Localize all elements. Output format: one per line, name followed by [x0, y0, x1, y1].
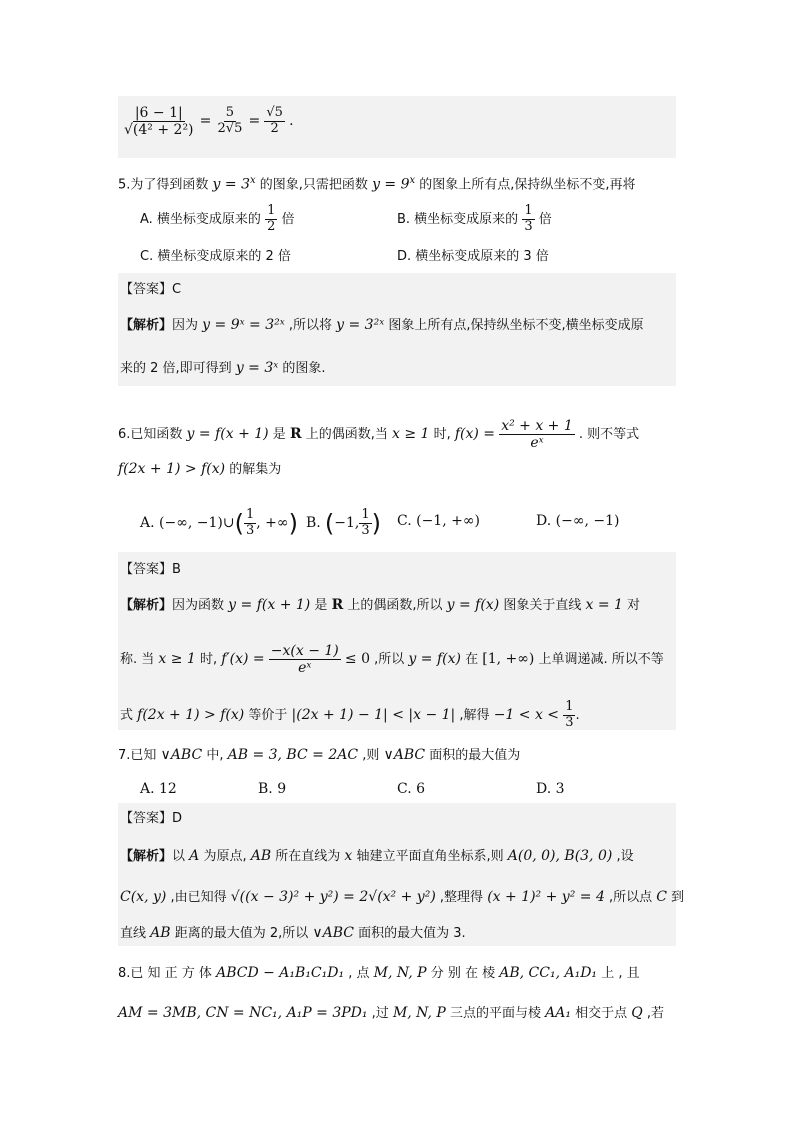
- explanation-formula: f(2x + 1) > f(x): [137, 706, 245, 723]
- q5-option-b: [397, 204, 552, 235]
- q8-formula: AB, CC₁, A₁D₁: [499, 965, 598, 981]
- explanation-formula: [1, +∞): [482, 651, 535, 668]
- q6-stem-line2: [118, 462, 281, 476]
- paren-open: (: [234, 509, 244, 538]
- explanation-text: 因为函数: [172, 598, 225, 613]
- fraction-denominator: 3: [524, 218, 533, 234]
- option-tail: 倍: [281, 211, 295, 227]
- q6-formula: f(x) =: [454, 426, 496, 443]
- explanation-formula: A: [189, 848, 200, 864]
- explanation-formula: ≤ 0: [344, 651, 370, 668]
- explanation-text: 面积的最大值为 3.: [358, 926, 466, 941]
- fraction-numerator: 1: [361, 507, 370, 522]
- explanation-text: 上单调递减. 所以不等: [538, 652, 664, 668]
- explanation-text: 来的 2 倍,即可得到: [120, 361, 232, 376]
- explanation-formula: x: [344, 848, 353, 864]
- q5-text: 的图象,只需把函数: [259, 177, 368, 193]
- q5-formula: y = 9: [372, 176, 410, 193]
- top-denominator: √(4² + 2²): [124, 122, 194, 139]
- fraction-numerator: √5: [266, 105, 283, 121]
- equals-sign: =: [248, 113, 261, 130]
- explanation-tag: 【解析】: [120, 318, 173, 333]
- explanation-text: 图象关于直线: [503, 598, 582, 613]
- explanation-tag: 【解析】: [120, 849, 173, 864]
- top-expression: [122, 105, 294, 138]
- q6-text: . 则不等式: [578, 427, 640, 443]
- q8-text: , 点: [348, 966, 370, 981]
- q5-text: 5.为了得到函数: [118, 177, 209, 193]
- q8-formula: AM = 3MB, CN = NC₁, A₁P = 3PD₁: [118, 1005, 368, 1021]
- explanation-formula: y = f(x): [408, 651, 461, 668]
- q6-formula: x ≥ 1: [392, 426, 430, 443]
- explanation-formula: A(0, 0), B(3, 0): [507, 848, 613, 864]
- option-label: B. 横坐标变成原来的: [397, 211, 519, 227]
- q7-text: 面积的最大值为: [429, 748, 521, 763]
- q6-explanation-line3: [120, 700, 580, 731]
- explanation-text: 称. 当: [120, 652, 155, 668]
- q6-answer: 【答案】B: [120, 562, 181, 577]
- q8-text: 相交于点: [575, 1006, 628, 1021]
- explanation-text: 在: [465, 652, 479, 668]
- q8-text: 分 别 在 棱: [430, 966, 496, 981]
- q7-answer-band: [118, 803, 676, 946]
- option-b-label: B.: [306, 514, 321, 531]
- option-label: A. 横坐标变成原来的: [140, 211, 261, 227]
- q6-formula: y = f(x + 1): [186, 426, 269, 443]
- fraction-numerator: 1: [245, 507, 255, 522]
- explanation-formula: y = f(x): [446, 597, 500, 613]
- q7-answer: 【答案】D: [120, 811, 183, 826]
- q5-explanation-line2: [120, 361, 326, 375]
- exponent: x: [409, 175, 416, 186]
- q6-text: 上的偶函数,当: [305, 427, 388, 443]
- q5-stem: [118, 176, 636, 191]
- q6-option-a: [140, 508, 298, 539]
- explanation-text: 为原点,: [203, 849, 247, 864]
- fraction-numerator: x² + x + 1: [501, 418, 573, 434]
- explanation-text: 因为: [172, 318, 199, 333]
- explanation-text: ,所以: [374, 652, 405, 668]
- exponent: x: [250, 175, 256, 186]
- q6-explanation-line2: [120, 643, 664, 676]
- q6-explanation-line1: [120, 598, 640, 612]
- explanation-formula: x = 1: [585, 597, 623, 613]
- explanation-formula: ∨ABC: [312, 925, 355, 941]
- explanation-formula: −1 < x <: [493, 706, 560, 723]
- q8-formula: M, N, P: [392, 1005, 446, 1021]
- explanation-text: 轴建立平面直角坐标系,则: [356, 849, 504, 864]
- explanation-tag: 【解析】: [120, 598, 173, 613]
- q7-option-c: C. 6: [397, 781, 426, 797]
- q6-formula: f(2x + 1) > f(x): [118, 461, 226, 477]
- fraction-denominator: 2: [267, 218, 276, 234]
- q7-stem: [118, 748, 520, 762]
- explanation-text: 式: [120, 707, 134, 723]
- fraction-denominator: eˣ: [298, 660, 312, 677]
- fraction-denominator: 3: [245, 522, 255, 538]
- q8-text: ,若: [646, 1006, 665, 1021]
- q5-option-d: D. 横坐标变成原来的 3 倍: [397, 249, 549, 264]
- paren-open: (: [324, 509, 335, 538]
- q5-answer: 【答案】C: [120, 282, 182, 297]
- q6-option-d: D. (−∞, −1): [536, 513, 620, 529]
- real-numbers-symbol: R: [331, 597, 344, 613]
- option-tail: 倍: [538, 211, 552, 227]
- q8-text: 8.已 知 正 方 体: [118, 966, 212, 981]
- q8-text: ,过: [371, 1006, 389, 1021]
- fraction-numerator: 1: [565, 699, 574, 714]
- q5-formula: y = 3: [212, 176, 250, 193]
- q8-formula: ABCD − A₁B₁C₁D₁: [216, 965, 345, 981]
- q8-stem-line1: [118, 966, 640, 980]
- explanation-text: ,由已知得: [170, 890, 227, 905]
- q5-option-a: [140, 204, 295, 235]
- q7-option-d: D. 3: [536, 781, 565, 797]
- q7-explanation-line1: [120, 849, 634, 863]
- explanation-text: 距离的最大值为 2,所以: [174, 926, 309, 941]
- q6-text: 的解集为: [229, 462, 282, 477]
- fraction-denominator: 2: [270, 121, 279, 137]
- q7-text: ,则: [362, 748, 380, 763]
- explanation-formula: C(x, y): [120, 889, 167, 905]
- explanation-formula: √((x − 3)² + y²) = 2√(x² + y²): [230, 889, 436, 905]
- explanation-text: 的图象.: [282, 361, 326, 376]
- explanation-formula: f′(x) =: [221, 651, 265, 668]
- explanation-text: ,解得: [459, 707, 490, 723]
- option-a-text: A. (−∞, −1)∪: [140, 514, 235, 531]
- q6-stem-line1: [118, 418, 639, 451]
- fraction-denominator: 2√5: [217, 121, 243, 137]
- explanation-formula: x ≥ 1: [158, 651, 196, 668]
- explanation-formula: |(2x + 1) − 1| < |x − 1|: [291, 706, 456, 723]
- q6-text: 是: [272, 427, 286, 443]
- fraction-numerator: −x(x − 1): [270, 643, 339, 659]
- explanation-formula: y = f(x + 1): [228, 597, 311, 613]
- explanation-text: 等价于: [248, 707, 288, 723]
- explanation-text: 直线: [120, 926, 147, 941]
- explanation-text: ,整理得: [439, 890, 484, 905]
- q8-formula: M, N, P: [373, 965, 427, 981]
- q7-text: 中,: [206, 748, 224, 763]
- fraction-numerator: 1: [524, 203, 533, 218]
- period: .: [289, 113, 294, 130]
- explanation-text: 上的偶函数,所以: [347, 598, 443, 613]
- fraction-numerator: 1: [267, 203, 276, 218]
- explanation-text: 时,: [199, 652, 218, 668]
- explanation-formula: y = 3²ˣ: [336, 317, 385, 333]
- q6-option-b: [306, 508, 381, 539]
- q8-formula: Q: [631, 1005, 643, 1021]
- q8-formula: AA₁: [545, 1005, 571, 1021]
- fraction-denominator: eˣ: [530, 435, 544, 452]
- q7-text: 7.已知: [118, 748, 157, 763]
- explanation-text: ,所以点: [609, 890, 653, 905]
- explanation-formula: y = 9ˣ = 3²ˣ: [202, 317, 285, 333]
- top-numerator: |6 − 1|: [134, 105, 183, 121]
- explanation-formula: AB: [250, 848, 272, 864]
- q5-text: 的图象上所有点,保持纵坐标不变,再将: [419, 177, 636, 193]
- explanation-formula: (x + 1)² + y² = 4: [487, 889, 605, 905]
- q7-explanation-line2: [120, 890, 684, 904]
- equals-sign: =: [199, 113, 212, 130]
- q5-explanation-line1: [120, 318, 644, 332]
- fraction-numerator: 5: [225, 105, 235, 121]
- q5-option-c: C. 横坐标变成原来的 2 倍: [140, 249, 291, 264]
- q7-formula: AB = 3, BC = 2AC: [227, 747, 359, 763]
- explanation-text: 到: [671, 890, 685, 905]
- q6-text: 6.已知函数: [118, 427, 183, 443]
- explanation-formula: AB: [150, 925, 171, 941]
- q8-stem-line2: [118, 1006, 664, 1020]
- option-b-text: −1,: [334, 514, 360, 531]
- explanation-text: 是: [314, 598, 328, 613]
- fraction-denominator: 3: [361, 522, 370, 538]
- q7-formula: ∨ABC: [383, 747, 426, 763]
- q8-text: 上 , 且: [601, 966, 640, 981]
- fraction-denominator: 3: [565, 714, 574, 730]
- explanation-formula: y = 3ˣ: [235, 360, 279, 376]
- explanation-text: 对: [627, 598, 641, 613]
- period: .: [575, 707, 580, 723]
- q8-text: 三点的平面与棱: [450, 1006, 542, 1021]
- q6-text: 时,: [433, 427, 451, 443]
- explanation-text: ,设: [616, 849, 634, 864]
- option-a-tail: , +∞: [256, 514, 289, 531]
- q7-explanation-line3: [120, 926, 466, 940]
- q7-option-a: A. 12: [140, 781, 177, 797]
- explanation-text: 所在直线为: [275, 849, 341, 864]
- explanation-text: 以: [172, 849, 186, 864]
- q7-option-b: B. 9: [258, 781, 287, 797]
- real-numbers-symbol: R: [289, 426, 302, 443]
- explanation-text: 图象上所有点,保持纵坐标不变,横坐标变成原: [388, 318, 644, 333]
- explanation-text: ,所以将: [288, 318, 332, 333]
- paren-close: ): [371, 509, 382, 538]
- paren-close: ): [288, 509, 298, 538]
- explanation-formula: C: [656, 889, 668, 905]
- q6-option-c: C. (−1, +∞): [397, 513, 480, 529]
- q7-formula: ∨ABC: [160, 747, 203, 763]
